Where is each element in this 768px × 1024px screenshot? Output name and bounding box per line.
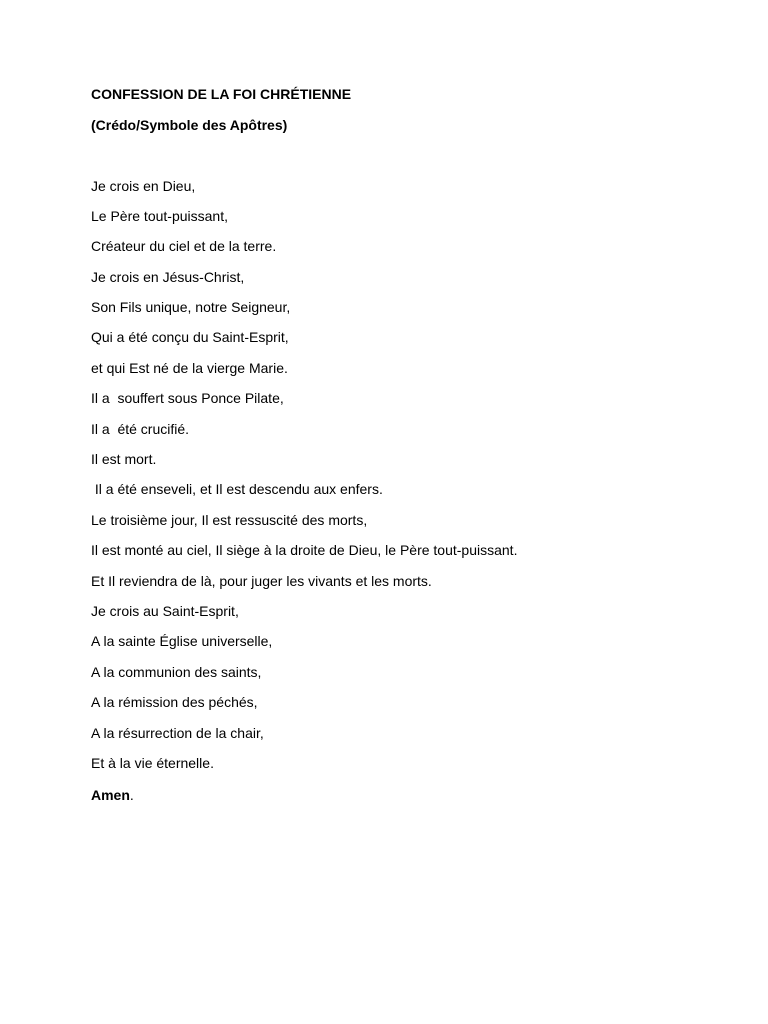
creed-line-20: Et à la vie éternelle.	[91, 754, 214, 771]
creed-line-12: Le troisième jour, Il est ressuscité des morts,	[91, 511, 368, 528]
creed-line-5: Son Fils unique, notre Seigneur,	[91, 299, 291, 316]
creed-line-13: Il est monté au ciel, Il siège à la droite de Dieu, le Père tout-puissant.	[91, 542, 518, 559]
document-subtitle: (Crédo/Symbole des Apôtres)	[91, 116, 288, 133]
creed-line-18: A la rémission des péchés,	[91, 694, 258, 711]
creed-line-4: Je crois en Jésus-Christ,	[91, 268, 245, 285]
creed-line-10: Il est mort.	[91, 451, 157, 468]
creed-line-15: Je crois au Saint-Esprit,	[91, 602, 239, 619]
amen-word: Amen	[91, 786, 130, 803]
creed-line-14: Et Il reviendra de là, pour juger les vivants et les morts.	[91, 572, 432, 589]
creed-line-7: et qui Est né de la vierge Marie.	[91, 359, 288, 376]
document-title: CONFESSION DE LA FOI CHRÉTIENNE	[91, 86, 352, 102]
creed-line-11: Il a été enseveli, et Il est descendu aux enfers.	[91, 481, 383, 498]
creed-line-19: A la résurrection de la chair,	[91, 724, 264, 741]
amen-period: .	[129, 786, 134, 803]
amen-line	[91, 786, 711, 804]
creed-line-17: A la communion des saints,	[91, 663, 262, 680]
creed-line-3: Créateur du ciel et de la terre.	[91, 238, 277, 255]
creed-line-8: Il a souffert sous Ponce Pilate,	[91, 390, 284, 407]
creed-line-16: A la sainte Église universelle,	[91, 633, 273, 650]
document-body	[91, 85, 711, 818]
creed-line-6: Qui a été conçu du Saint-Esprit,	[91, 329, 289, 346]
creed-line-1: Je crois en Dieu,	[91, 177, 196, 194]
creed-line-9: Il a été crucifié.	[91, 420, 190, 437]
creed-line-2: Le Père tout-puissant,	[91, 207, 228, 224]
